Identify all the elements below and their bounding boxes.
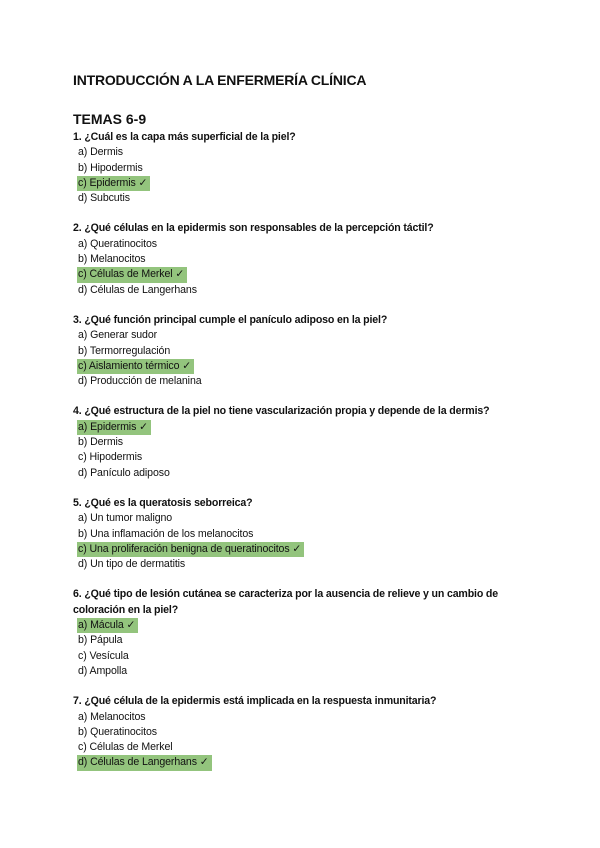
answer-options [73,618,543,679]
question-text: 3. ¿Qué función principal cumple el panículo adiposo en la piel? [73,313,388,326]
answer-option-label: a) Un tumor maligno [78,512,173,525]
document-title: INTRODUCCIÓN A LA ENFERMERÍA CLÍNICA [73,72,367,88]
answer-option [78,328,543,343]
answer-option-correct [78,176,543,191]
answer-option-label: d) Células de Langerhans [78,283,197,296]
answer-option-label: c) Aislamiento térmico ✓ [77,359,194,374]
answer-option [78,557,543,572]
answer-options [73,237,543,298]
answer-option-label: c) Células de Merkel [78,741,173,754]
answer-option [78,161,543,176]
answer-option-label: b) Queratinocitos [78,725,157,738]
answer-option [78,374,543,389]
answer-option-label: c) Una proliferación benigna de queratinocitos ✓ [77,542,304,557]
answer-option-label: d) Ampolla [78,664,128,677]
answer-option-correct [78,755,543,770]
question-text: 4. ¿Qué estructura de la piel no tiene vascularización propia y depende de la dermis? [73,405,490,418]
answer-option-label: a) Queratinocitos [78,237,157,250]
answer-options [73,511,543,572]
question-3 [73,313,543,389]
question-5 [73,496,543,572]
answer-option-label: d) Panículo adiposo [78,466,170,479]
answer-option-correct [78,267,543,282]
question-text: 7. ¿Qué célula de la epidermis está implicada en la respuesta inmunitaria? [73,695,437,708]
answer-option-label: b) Hipodermis [78,161,143,174]
answer-option [78,633,543,648]
question-text: 2. ¿Qué células en la epidermis son responsables de la percepción táctil? [73,222,434,235]
answer-option [78,435,543,450]
answer-option-label: c) Vesícula [78,649,129,662]
answer-option [78,527,543,542]
answer-option-label: c) Hipodermis [78,451,143,464]
question-7 [73,694,543,770]
answer-option-correct [78,618,543,633]
answer-option [78,511,543,526]
answer-option-label: a) Epidermis ✓ [77,420,151,435]
answer-option-label: d) Producción de melanina [78,375,202,388]
question-1 [73,130,543,206]
question-text: 1. ¿Cuál es la capa más superficial de la piel? [73,131,296,143]
question-text: 6. ¿Qué tipo de lesión cutánea se caracteriza por la ausencia de relieve y un cambio de coloración en la piel? [73,588,498,616]
answer-option-label: d) Células de Langerhans ✓ [77,755,212,770]
answer-options [73,328,543,389]
answer-option-label: a) Mácula ✓ [77,618,138,633]
answer-option-label: b) Pápula [78,634,123,647]
answer-option-label: b) Melanocitos [78,253,146,266]
answer-option-label: d) Subcutis [78,192,130,205]
question-text: 5. ¿Qué es la queratosis seborreica? [73,496,253,509]
answer-option [78,649,543,664]
answer-option-correct [78,542,543,557]
answer-option-label: a) Dermis [78,146,124,159]
answer-option [78,466,543,481]
answer-option [78,145,543,160]
answer-option [78,191,543,206]
answer-option-label: c) Epidermis ✓ [77,176,150,191]
answer-option-label: b) Una inflamación de los melanocitos [78,527,254,540]
answer-option [78,237,543,252]
answer-option-label: d) Un tipo de dermatitis [78,558,186,571]
answer-option-label: c) Células de Merkel ✓ [77,267,187,282]
question-list [73,130,543,786]
answer-option [78,664,543,679]
answer-options [73,420,543,481]
answer-option-correct [78,420,543,435]
answer-option [78,252,543,267]
answer-option-label: a) Melanocitos [78,710,146,723]
section-title: TEMAS 6-9 [73,111,147,127]
answer-option-correct [78,359,543,374]
answer-option [78,740,543,755]
answer-option [78,725,543,740]
answer-option [78,283,543,298]
answer-options [73,710,543,771]
answer-option [78,710,543,725]
answer-option-label: b) Dermis [78,436,124,449]
answer-option-label: a) Generar sudor [78,329,158,342]
question-6 [73,587,543,679]
answer-option-label: b) Termorregulación [78,344,171,357]
question-4 [73,404,543,480]
answer-option [78,450,543,465]
question-2 [73,221,543,297]
answer-options [73,145,543,206]
answer-option [78,344,543,359]
